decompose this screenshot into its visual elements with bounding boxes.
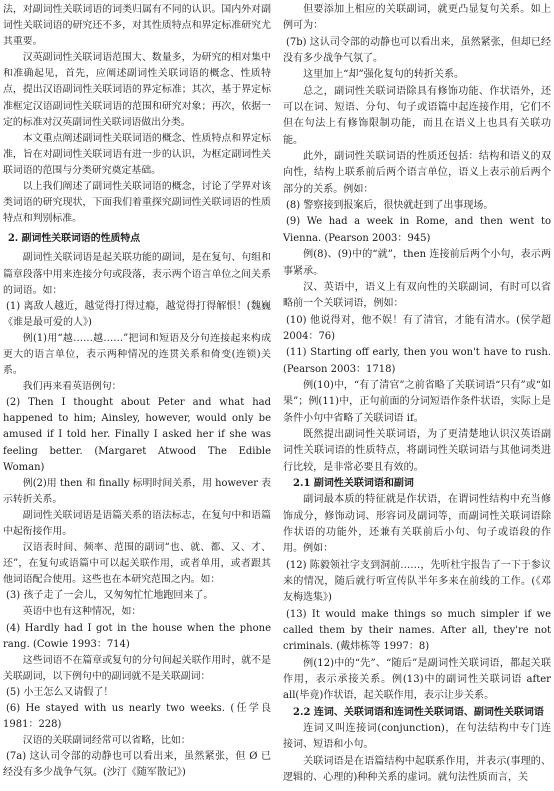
example-sentence: (7a) 这认司令部的动静也可以看出来，虽然紧张，但 Ø 已经没有多少战争气氛。(沙汀《随军散记》) xyxy=(3,751,271,779)
subsection-heading: 2.2 连词、关联词语和连词性关联词语、副词性关联词语 xyxy=(293,706,544,718)
paragraph: 例(1)用“越……越……”把词和短语及分句连接起来构成更大的语言单位，表示两种情况的连贯关系和倚变(连锁)关系。 xyxy=(3,332,271,377)
paragraph: 这里加上“却”强化复句的转折关系。 xyxy=(303,69,465,81)
paragraph: 副词性关联词语是语篇关系的语法标志，在复句中和语篇中起衔接作用。 xyxy=(3,509,271,537)
example-sentence: (13) It would make things so much simpler if we called them by their names. After all, they're not criminals. (戴炜栋等 1997：8) xyxy=(283,608,551,653)
paragraph: 例(2)用 then 和 finally 标明时间关系，用 however 表示转折关系。 xyxy=(3,477,271,505)
right-column xyxy=(283,2,551,787)
paragraph: 汉语表时间、频率、范围的副词“也、就、都、又、才、还”，在复句或语篇中可以起关联作用，或者单用，或者跟其他词语配合使用。这些也在本研究范围之内。如： xyxy=(3,542,271,586)
example-sentence: (10) 他说得对，他不娱！有了清官，才能有清水。(侯学超 2004：76) xyxy=(283,314,551,342)
paragraph: 汉、英语中，语义上有双向性的关联副词，有时可以省略前一个关联词语，例如： xyxy=(283,281,551,310)
paragraph: 既然提出副词性关联词语，为了更清楚地认识汉英语副词性关联词语的性质特点，将副词性关联词语与其他词类进行比较，是非常必要且有效的。 xyxy=(283,428,551,473)
section-heading: 2. 副词性关联词语的性质特点 xyxy=(7,233,141,245)
paragraph: 例(8)、(9)中的“就”，then 连接前后两个小句，表示两事紧承。 xyxy=(283,249,551,277)
subsection-heading: 2.1 副词性关联词语和副词 xyxy=(293,477,414,489)
example-sentence: (7b) 这认司令部的动静也可以看出来，虽然紧张，但却已经没有多少战争气氛了。 xyxy=(283,36,551,65)
example-sentence: (8) 警察接到报案后，很快就赶到了出事现场。 xyxy=(286,200,494,212)
paragraph: 我们再来看英语例句： xyxy=(22,381,122,393)
example-sentence: (5) 小王怎么又请假了！ xyxy=(6,686,114,698)
paragraph: 本文重点阐述副词性关联词语的概念、性质特点和界定标准，旨在对副词性关联词语有进一步的认识，为框定副词性关联词语的范围与分类研究奠定基础。 xyxy=(3,132,271,176)
paragraph: 但要添加上相应的关联副词，就更凸显复句关系。如上例可为： xyxy=(283,4,551,32)
example-sentence: (11) Starting off early, then you won't have to rush. (Pearson 2003：1718) xyxy=(283,347,551,375)
left-column xyxy=(3,2,271,782)
paragraph: 总之，副词性关联词语除具有修饰功能、作状语外，还可以在词、短语、分句、句子或语篇中起连接作用，它们不但在句法上有修饰限制功能，而且在语义上也具有关联功能。 xyxy=(283,85,551,146)
paragraph: 英语中也有这种情况，如： xyxy=(22,606,142,618)
example-sentence: (3) 孩子走了一会儿，又匆匆忙忙地跑回来了。 xyxy=(6,590,214,602)
example-sentence: (9) We had a week in Rome, and then went to Vienna. (Pearson 2003：945) xyxy=(283,216,551,244)
paragraph: 这些词语不在篇章或复句的分句间起关联作用时，就不是关联副词，以下例句中的副词就不是关联副词： xyxy=(3,654,271,682)
paragraph: 副词最本质的特征就是作状语，在谓词性结构中充当修饰成分，修饰动词、形容词及副词等，而副词性关联词语除作状语的功能外，还兼有关联前后小句、句子或语段的作用。例如： xyxy=(283,494,551,555)
paragraph: 连词又叫连接词(conjunction)，在句法结构中专门连接词、短语和小句。 xyxy=(283,723,551,751)
example-sentence: (1) 离敌人越近，越觉得打得过瘾，越觉得打得解恨！(魏巍《谁是最可爱的人》) xyxy=(3,300,271,328)
paragraph: 关联词语是在语篇结构中起联系作用，并表示(事理的、逻辑的、心理的)种种关系的虚词。就句法性质而言，关 xyxy=(283,755,551,784)
paragraph: 例(12)中的“先”、“随后”是副词性关联词语，都起关联作用，表示承接关系。例(13)中的副词性关联词语 after all(毕竟)作状语，起关联作用，表示让步关系。 xyxy=(283,657,551,702)
example-sentence: (2) Then I thought about Peter and what had happened to him; Ainsley, however, would only be amused if I told her. Finally I asked her if she was feeling better. (Margaret Atwood The Edible Woman) xyxy=(3,397,271,473)
paragraph: 汉语的关联副词经常可以省略，比如： xyxy=(22,735,191,747)
paragraph: 法，对副词性关联词语的词类归属有不同的认识。国内外对副词性关联词语的研究还不多，对其性质特点和界定标准研究尤其重要。 xyxy=(3,4,271,48)
paragraph: 以上我们阐述了副词性关联词语的概念，讨论了学界对该类词语的研究现状，下面我们着重探究副词性关联词语的性质特点和判别标准。 xyxy=(3,181,271,225)
paragraph: 副词性关联词语是起关联功能的副词，是在复句、句组和篇章段落中用来连接分句或段落，表示两个语言单位之间关系的词语。如： xyxy=(3,252,271,296)
paragraph: 汉英副词性关联词语范围大、数量多，为研究的相对集中和准确起见，首先，应阐述副词性关联词语的概念、性质特点，提出汉语副词性关联词语的界定标准；其次，基于界定标准框定汉语副词性关联词语的范围和研究对象；再次，依据一定的标准对汉英副词性关联词语做出分类。 xyxy=(3,52,271,128)
example-sentence: (4) Hardly had I got in the house when the phone rang. (Cowie 1993：714) xyxy=(3,622,271,650)
paragraph: 例(10)中，“有了清官”之前省略了关联词语“只有”或“如果”；例(11)中，正句前面的分词短语作条件状语，实际上是条件小句中省略了关联词语 if。 xyxy=(283,379,551,424)
paragraph: 此外，副词性关联词语的性质还包括：结构和语义的双向性，结构上联系前后两个语言单位，语义上表示前后两个部分的关系。例如： xyxy=(283,151,551,195)
example-sentence: (6) He stayed with us nearly two weeks. (任学良 1981：228) xyxy=(3,703,271,731)
example-sentence: (12) 陈毅领社字支到洞前……，先听杜宇报告了一下于参议来的情况，随后就行听宣传队半年多来在前线的工作。(《邓友梅选集》) xyxy=(283,559,551,604)
